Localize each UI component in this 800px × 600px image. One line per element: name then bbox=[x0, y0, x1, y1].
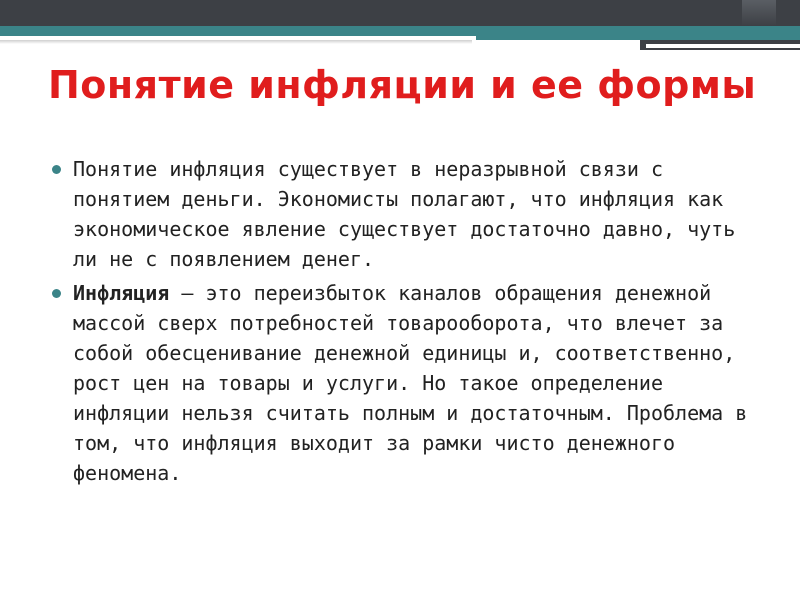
bullet-item bbox=[52, 154, 752, 274]
definition-term: Инфляция bbox=[73, 281, 170, 305]
bullet-text: Понятие инфляция существует в неразрывной связи с понятием деньги. Экономисты полагают, что инфляция как экономическое явление существует достаточно давно, чуть ли не с появлением денег. bbox=[73, 157, 736, 271]
bullet-dot-icon bbox=[52, 289, 61, 298]
bullet-text: – это переизбыток каналов обращения денежной массой сверх потребностей товарооборота, что влечет за собой обесценивание денежной единицы и, соответственно, рост цен на товары и услуги. Но такое определение инфляции нельзя считать полным и достаточным. Проблема в том, что инфляция выходит за рамки чисто денежного феномена. bbox=[73, 281, 748, 485]
header-divider-tab bbox=[472, 36, 476, 46]
bullet-dot-icon bbox=[52, 165, 61, 174]
slide-title: Понятие инфляции и ее формы bbox=[48, 63, 757, 107]
header-right-strip-line bbox=[646, 44, 800, 48]
header-band-accent bbox=[742, 0, 776, 26]
header-band-dark bbox=[0, 0, 800, 26]
bullet-list bbox=[52, 154, 752, 492]
bullet-item bbox=[52, 278, 752, 488]
header-divider-shadow bbox=[0, 40, 472, 44]
